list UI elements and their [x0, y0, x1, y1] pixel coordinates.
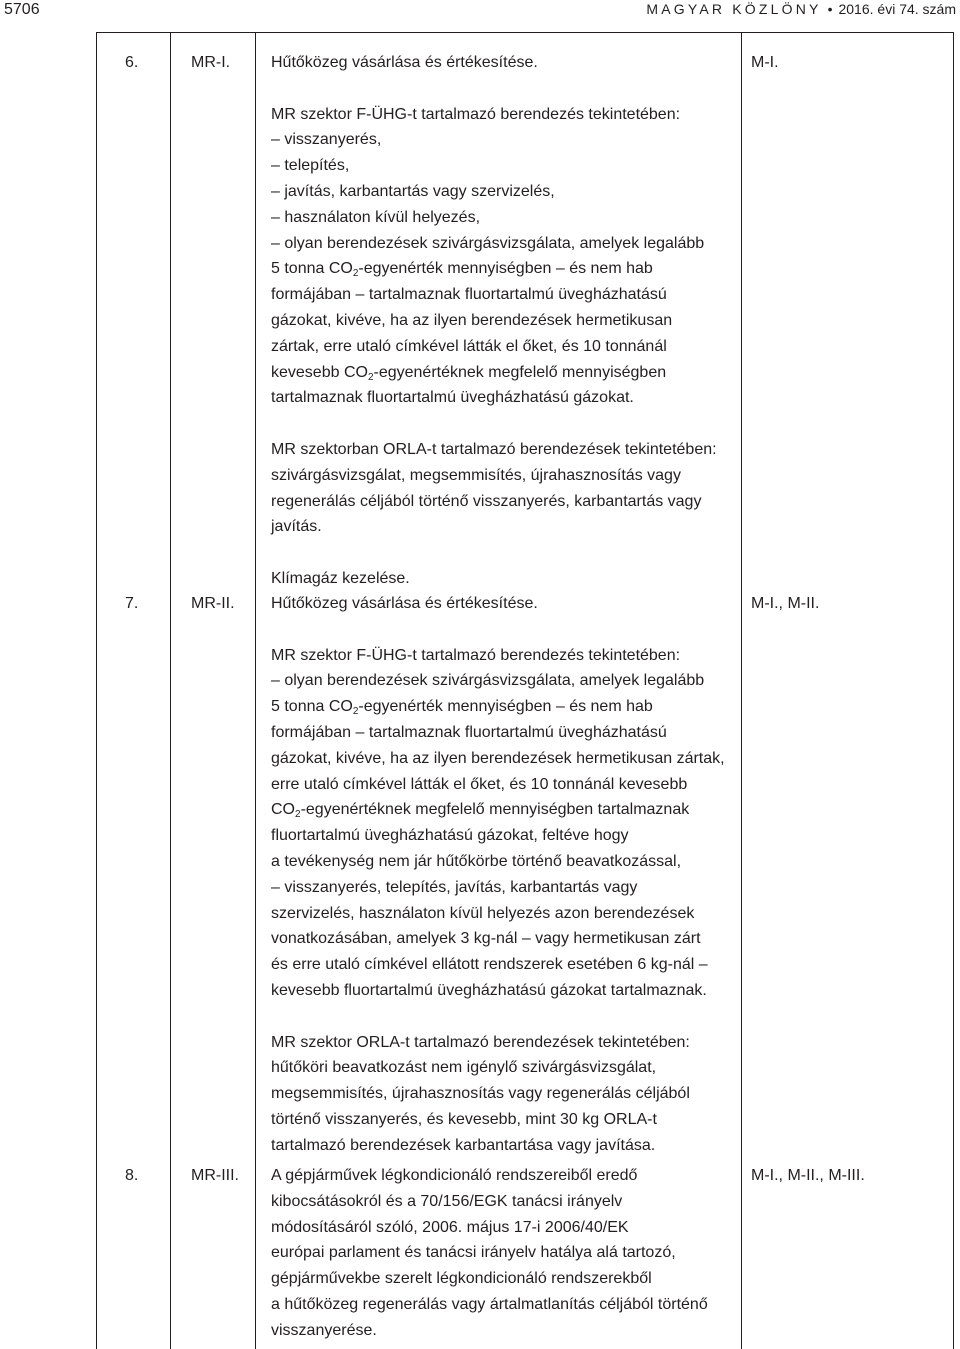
- text-line: erre utaló címkével látták el őket, és 10 tonnánál kevesebb: [271, 775, 688, 793]
- text-line: – telepítés,: [271, 157, 350, 175]
- paragraph-gap: [271, 1004, 746, 1030]
- row-number: 7.: [125, 595, 139, 612]
- obligation-codes: M-I., M-II., M-III.: [751, 1167, 865, 1184]
- text-line: – visszanyerés,: [271, 131, 382, 149]
- text-line: tartalmaznak fluortartalmú üvegházhatású gázokat.: [271, 389, 634, 407]
- text-line: $CO_2$-egyenértéknek megfelelő mennyiségben tartalmaznak: [271, 801, 690, 821]
- journal-title: MAGYAR KÖZLÖNY: [646, 1, 822, 17]
- text-line: kevesebb $CO_2$-egyenértéknek megfelelő mennyiségben: [271, 363, 667, 383]
- text-line: – használaton kívül helyezés,: [271, 208, 481, 226]
- row-number: 8.: [125, 1167, 139, 1184]
- text-line: formájában – tartalmaznak fluortartalmú üvegházhatású: [271, 286, 667, 304]
- text-line: tartalmazó berendezések karbantartása vagy javítása.: [271, 1136, 656, 1154]
- text-line: javítás.: [271, 518, 322, 536]
- text-line: MR szektorban ORLA-t tartalmazó berendezések tekintetében:: [271, 440, 717, 458]
- text-line: gépjárművekbe szerelt légkondicionáló rendszerekből: [271, 1270, 652, 1288]
- paragraph-gap: [271, 617, 746, 643]
- text-line: regenerálás céljából történő visszanyerés, karbantartás vagy: [271, 492, 702, 510]
- obligation-codes: M-I.: [751, 54, 779, 71]
- text-line: visszanyerése.: [271, 1321, 377, 1339]
- qualification-code: MR-I.: [191, 54, 231, 71]
- column-divider: [255, 32, 256, 1349]
- row-number: 6.: [125, 54, 139, 71]
- text-line: szivárgásvizsgálat, megsemmisítés, újrahasznosítás vagy: [271, 466, 681, 484]
- text-line: Hűtőközeg vásárlása és értékesítése.: [271, 595, 538, 612]
- text-line: – olyan berendezések szivárgásvizsgálata, amelyek legalább: [271, 672, 705, 690]
- page-number: 5706: [4, 1, 40, 18]
- paragraph-gap: [271, 76, 746, 102]
- separator-bullet: •: [827, 1, 833, 17]
- text-line: 5 tonna $CO_2$-egyenérték mennyiségben – és nem hab: [271, 698, 653, 718]
- text-line: MR szektor F-ÜHG-t tartalmazó berendezés tekintetében:: [271, 105, 681, 123]
- text-line: zártak, erre utaló címkével látták el őket, és 10 tonnánál: [271, 337, 667, 355]
- text-line: MR szektor F-ÜHG-t tartalmazó berendezés tekintetében:: [271, 646, 681, 664]
- text-line: MR szektor ORLA-t tartalmazó berendezések tekintetében:: [271, 1033, 690, 1051]
- paragraph-gap: [271, 411, 746, 437]
- text-line: formájában – tartalmaznak fluortartalmú üvegházhatású: [271, 723, 667, 741]
- text-line: a hűtőközeg regenerálás vagy ártalmatlanítás céljából történő: [271, 1295, 708, 1313]
- text-line: gázokat, kivéve, ha az ilyen berendezések hermetikusan: [271, 311, 673, 329]
- activity-description: [271, 1163, 746, 1344]
- text-line: fluortartalmú üvegházhatású gázokat, feltéve hogy: [271, 827, 629, 845]
- text-line: – olyan berendezések szivárgásvizsgálata, amelyek legalább: [271, 234, 705, 252]
- qualification-code: MR-II.: [191, 595, 235, 612]
- text-line: kibocsátásokról és a 70/156/EGK tanácsi irányelv: [271, 1192, 623, 1210]
- text-line: A gépjárművek légkondicionáló rendszereiből eredő: [271, 1167, 638, 1184]
- text-line: és erre utaló címkével ellátott rendszerek esetében 6 kg-nál –: [271, 956, 708, 974]
- text-line: megsemmisítés, újrahasznosítás vagy regenerálás céljából: [271, 1085, 690, 1103]
- obligation-codes: M-I., M-II.: [751, 595, 820, 612]
- text-line: történő visszanyerés, és kevesebb, mint 30 kg ORLA-t: [271, 1110, 657, 1128]
- text-line: – javítás, karbantartás vagy szervizelés,: [271, 182, 555, 200]
- text-line: – visszanyerés, telepítés, javítás, karbantartás vagy: [271, 878, 638, 896]
- text-line: hűtőköri beavatkozást nem igénylő szivárgásvizsgálat,: [271, 1059, 657, 1077]
- text-line: gázokat, kivéve, ha az ilyen berendezések hermetikusan zártak,: [271, 749, 725, 767]
- paragraph-gap: [271, 540, 746, 566]
- text-line: Klímagáz kezelése.: [271, 569, 410, 587]
- qualification-code: MR-III.: [191, 1167, 239, 1184]
- text-line: kevesebb fluortartalmú üvegházhatású gázokat tartalmaznak.: [271, 981, 707, 999]
- text-line: módosításáról szóló, 2006. május 17-i 2006/40/EK: [271, 1218, 629, 1236]
- activity-description: [271, 591, 746, 1159]
- issue-label: 2016. évi 74. szám: [838, 1, 956, 17]
- text-line: 5 tonna $CO_2$-egyenérték mennyiségben – és nem hab: [271, 260, 653, 280]
- activity-description: [271, 50, 746, 592]
- text-line: európai parlament és tanácsi irányelv hatálya alá tartozó,: [271, 1244, 676, 1262]
- column-divider: [170, 32, 171, 1349]
- text-line: a tevékenység nem jár hűtőkörbe történő beavatkozással,: [271, 852, 682, 870]
- text-line: Hűtőközeg vásárlása és értékesítése.: [271, 54, 538, 71]
- journal-title-block: [646, 1, 956, 17]
- page-header: [0, 0, 960, 24]
- text-line: szervizelés, használaton kívül helyezés azon berendezések: [271, 904, 695, 922]
- qualification-table: [96, 32, 960, 1349]
- text-line: vonatkozásában, amelyek 3 kg-nál – vagy hermetikusan zárt: [271, 930, 701, 948]
